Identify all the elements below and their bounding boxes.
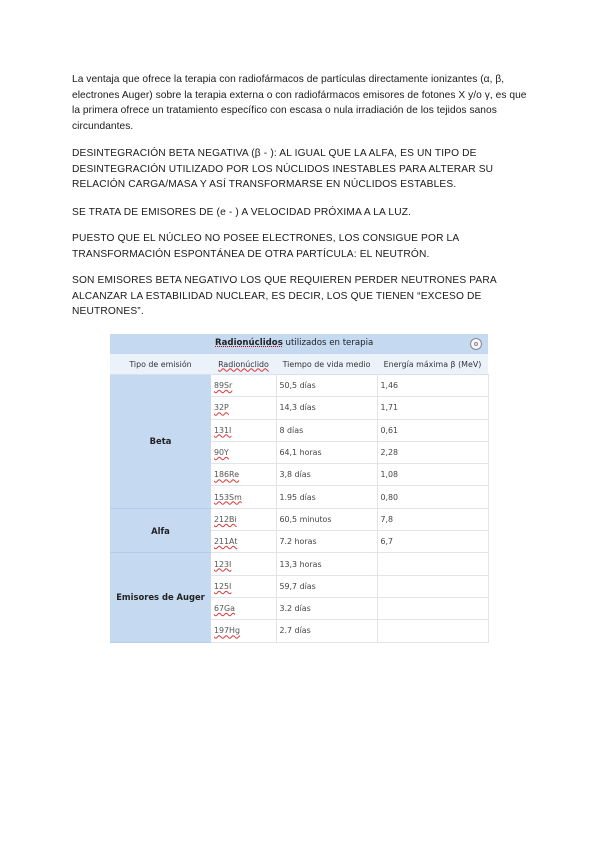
emission-type-cell	[110, 375, 211, 509]
max-energy-cell	[377, 397, 488, 419]
half-life-cell	[276, 531, 377, 553]
max-energy-cell	[377, 441, 488, 463]
header-max-energy: Energía máxima β (MeV)	[377, 354, 488, 375]
radionuclide-value: 32P	[214, 403, 229, 413]
radionuclide-cell[interactable]	[211, 553, 276, 575]
max-energy-cell	[377, 531, 488, 553]
radionuclide-cell[interactable]	[211, 397, 276, 419]
max-energy-cell	[377, 508, 488, 530]
header-emission-type: Tipo de emisión	[110, 354, 211, 375]
emission-type-label: Emisores de Auger	[116, 592, 205, 603]
half-life-value: 50,5 días	[279, 381, 316, 391]
settings-icon[interactable]	[470, 338, 482, 350]
table-title-rest: utilizados en terapia	[282, 338, 374, 348]
max-energy-cell	[377, 464, 488, 486]
max-energy-cell	[377, 597, 488, 619]
half-life-value: 13,3 horas	[279, 559, 322, 569]
max-energy-value: 0,80	[380, 492, 399, 502]
header-radionuclide	[211, 354, 276, 375]
radionuclide-cell[interactable]	[211, 575, 276, 597]
half-life-cell	[276, 575, 377, 597]
radionuclide-cell[interactable]	[211, 486, 276, 508]
half-life-cell	[276, 464, 377, 486]
half-life-cell	[276, 597, 377, 619]
max-energy-cell	[377, 620, 488, 642]
table-row	[110, 375, 488, 397]
max-energy-value: 1,46	[380, 381, 399, 391]
max-energy-value: 1,08	[380, 470, 399, 480]
half-life-value: 8 días	[279, 425, 304, 435]
half-life-cell	[276, 397, 377, 419]
half-life-cell	[276, 486, 377, 508]
radionuclide-cell[interactable]	[211, 597, 276, 619]
half-life-cell	[276, 508, 377, 530]
half-life-value: 3,8 días	[279, 470, 311, 480]
radionuclide-value: 153Sm	[214, 492, 242, 502]
table-title-bar	[110, 334, 488, 354]
emission-type-cell	[110, 508, 211, 553]
radionuclide-cell[interactable]	[211, 531, 276, 553]
max-energy-value: 2,28	[380, 448, 399, 458]
max-energy-cell	[377, 575, 488, 597]
radionuclide-value: 186Re	[214, 470, 240, 480]
radionuclide-value: 89Sr	[214, 381, 233, 391]
table-header-row	[110, 354, 488, 375]
max-energy-cell	[377, 486, 488, 508]
max-energy-cell	[377, 553, 488, 575]
half-life-cell	[276, 620, 377, 642]
header-radionuclide-label: Radionúclido	[218, 359, 269, 369]
radionuclide-value: 212Bi	[214, 514, 237, 524]
radionuclides-table-image	[110, 334, 488, 647]
table-title-bold: Radionúclidos	[215, 338, 283, 348]
radionuclide-value: 131I	[214, 425, 232, 435]
radionuclide-value: 67Ga	[214, 604, 235, 614]
radionuclide-value: 197Hg	[214, 626, 241, 636]
radionuclide-value: 90Y	[214, 448, 229, 458]
radionuclide-cell[interactable]	[211, 375, 276, 397]
emission-type-cell	[110, 553, 211, 642]
intro-paragraph: La ventaja que ofrece la terapia con radiofármacos de partículas directamente ionizantes (α, β, electrones Auger) sobre la terapia externa o con radiofármacos emisores de fotones X y/o γ, es que la primera ofrece un tratamiento específico con escasa o nula irradiación de los tejidos sanos circundantes.	[72, 74, 527, 132]
excess-neutrons-paragraph: SON EMISORES BETA NEGATIVO LOS QUE REQUIEREN PERDER NEUTRONES PARA ALCANZAR LA ESTABILIDAD NUCLEAR, ES DECIR, LOS QUE TIENEN “EXCESO DE NEUTRONES”.	[72, 275, 497, 317]
radionuclide-cell[interactable]	[211, 441, 276, 463]
table-title	[215, 338, 373, 348]
max-energy-cell	[377, 375, 488, 397]
emitters-paragraph: SE TRATA DE EMISORES DE (e - ) A VELOCIDAD PRÓXIMA A LA LUZ.	[72, 207, 412, 218]
half-life-cell	[276, 553, 377, 575]
header-half-life: Tiempo de vida medio	[276, 354, 377, 375]
half-life-value: 3.2 días	[279, 604, 311, 614]
half-life-value: 7.2 horas	[279, 537, 317, 547]
half-life-value: 60,5 minutos	[279, 514, 332, 524]
radionuclide-cell[interactable]	[211, 620, 276, 642]
half-life-cell	[276, 375, 377, 397]
max-energy-cell	[377, 419, 488, 441]
half-life-value: 64,1 horas	[279, 448, 322, 458]
radionuclide-value: 211At	[214, 537, 238, 547]
table-row	[110, 553, 488, 575]
max-energy-value: 6,7	[380, 537, 394, 547]
beta-negative-paragraph: DESINTEGRACIÓN BETA NEGATIVA (β - ): AL IGUAL QUE LA ALFA, ES UN TIPO DE DESINTEGRACIÓN UTILIZADO POR LOS NÚCLIDOS INESTABLES PARA ALTERAR SU RELACIÓN CARGA/MASA Y ASÍ TRANSFORMARSE EN NÚCLIDOS ESTABLES.	[72, 148, 494, 190]
radionuclide-cell[interactable]	[211, 419, 276, 441]
max-energy-value: 0,61	[380, 425, 399, 435]
radionuclide-cell[interactable]	[211, 464, 276, 486]
max-energy-value: 1,71	[380, 403, 399, 413]
radionuclide-cell[interactable]	[211, 508, 276, 530]
half-life-value: 1.95 días	[279, 492, 316, 502]
radionuclide-value: 125I	[214, 581, 232, 591]
table-body	[110, 375, 488, 643]
half-life-cell	[276, 419, 377, 441]
half-life-value: 14,3 días	[279, 403, 316, 413]
half-life-cell	[276, 441, 377, 463]
half-life-value: 2.7 días	[279, 626, 311, 636]
half-life-value: 59,7 días	[279, 581, 316, 591]
table-row	[110, 508, 488, 530]
emission-type-label: Beta	[149, 436, 172, 447]
max-energy-value: 7,8	[380, 514, 394, 524]
radionuclides-table	[110, 354, 489, 643]
emission-type-label: Alfa	[151, 525, 170, 536]
radionuclide-value: 123I	[214, 559, 232, 569]
neutron-paragraph: PUESTO QUE EL NÚCLEO NO POSEE ELECTRONES, LOS CONSIGUE POR LA TRANSFORMACIÓN ESPONTÁNEA DE OTRA PARTÍCULA: EL NEUTRÓN.	[72, 233, 459, 260]
